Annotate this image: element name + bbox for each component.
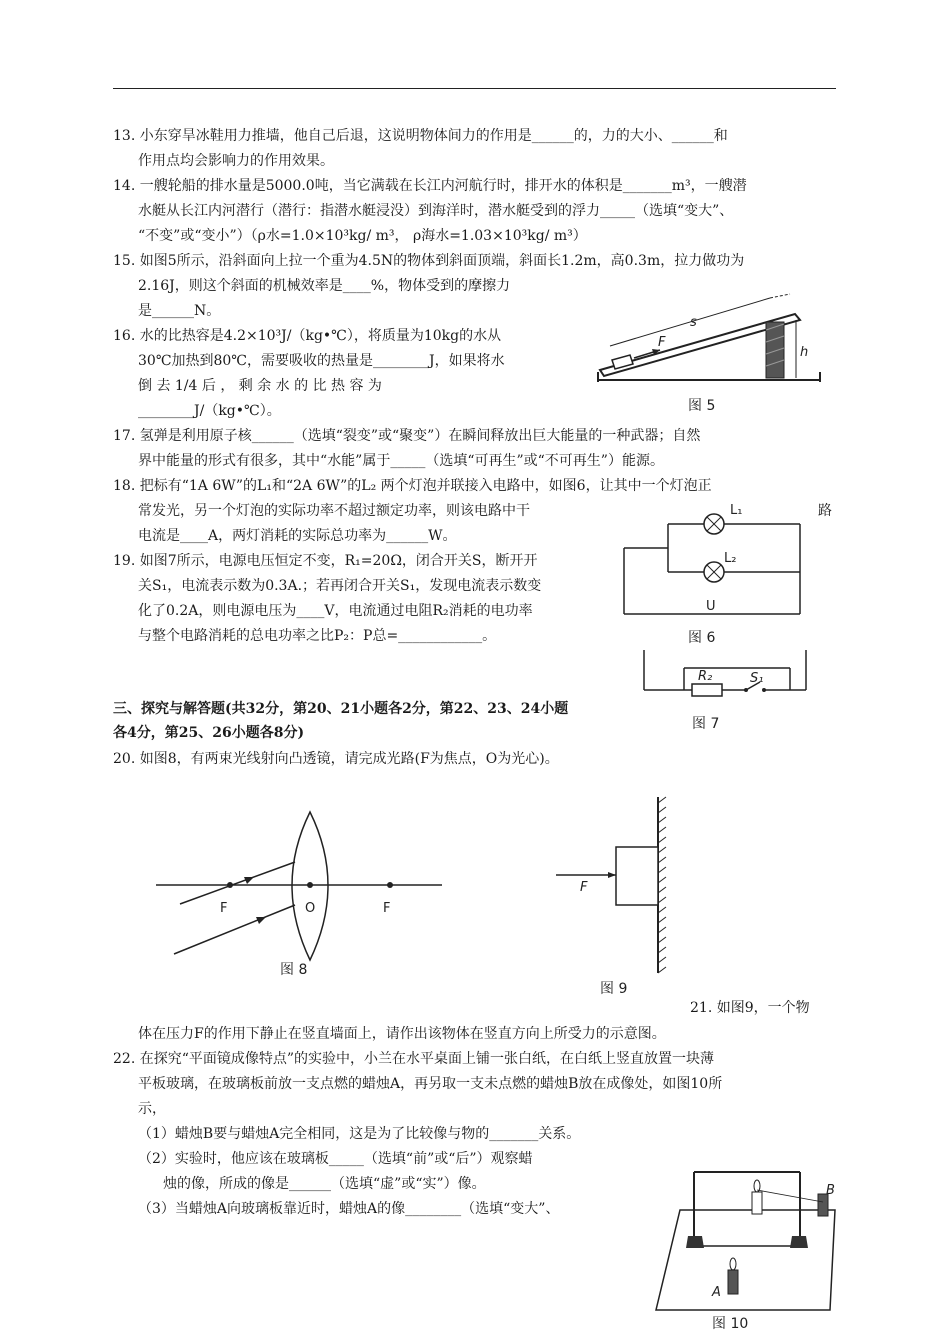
q21-line1: 21. 如图9，一个物 — [690, 1000, 810, 1016]
q16-line2: 30℃加热到80℃，需要吸收的热量是________J，如果将水 — [138, 353, 505, 369]
q22-line3: 示， — [138, 1101, 166, 1117]
fig5-label-s: s — [690, 315, 697, 330]
figure-8-lens — [150, 808, 450, 988]
q22-line1: 22. 在探究“平面镜成像特点”的实验中，小兰在水平桌面上铺一张白纸，在白纸上竖直放置一块薄 — [113, 1051, 715, 1067]
fig8-label-O: O — [305, 901, 316, 916]
q22-sub2b: 烛的像，所成的像是______（选填“虚”或“实”）像。 — [163, 1176, 486, 1192]
q16-line4: ________J/（kg•℃）。 — [138, 403, 281, 419]
fig6-label-L1: L₁ — [730, 503, 743, 518]
q14-line2: 水艇从长江内河潜行（潜行：指潜水艇浸没）到海洋时，潜水艇受到的浮力_____（选填“变大”、 — [138, 203, 734, 219]
q19-line2: 关S₁，电流表示数为0.3A.；若再闭合开关S₁，发现电流表示数变 — [138, 578, 542, 594]
section3-heading-line1: 三、探究与解答题(共32分，第20、21小题各2分，第22、23、24小题 — [113, 701, 569, 717]
header-rule — [113, 88, 836, 89]
q15-line3: 是______N。 — [138, 303, 221, 319]
fig10-caption: 图 10 — [712, 1316, 749, 1332]
q17-line2: 界中能量的形式有很多，其中“水能”属于_____（选填“可再生”或“不可再生”）能源。 — [138, 453, 664, 469]
q22-sub1: （1）蜡烛B要与蜡烛A完全相同，这是为了比较像与物的_______关系。 — [138, 1126, 581, 1142]
q16-line3: 倒 去 1/4 后 ， 剩 余 水 的 比 热 容 为 — [138, 378, 382, 394]
fig9-label-F: F — [580, 880, 588, 895]
q18-line2: 常发光，另一个灯泡的实际功率不超过额定功率，则该电路中干 — [138, 503, 530, 519]
fig8-caption: 图 8 — [280, 962, 308, 978]
q18-line1: 18. 把标有“1A 6W”的L₁和“2A 6W”的L₂ 两个灯泡并联接入电路中，如图6，让其中一个灯泡正 — [113, 478, 712, 494]
fig7-label-S1: S₁ — [750, 671, 764, 686]
fig9-caption: 图 9 — [600, 981, 628, 997]
q21-line2: 体在压力F的作用下静止在竖直墙面上，请作出该物体在竖直方向上所受力的示意图。 — [138, 1026, 666, 1042]
q19-line3: 化了0.2A，则电源电压为____V，电流通过电阻R₂消耗的电功率 — [138, 603, 533, 619]
q18-line2-end: 路 — [818, 503, 832, 519]
fig10-label-B: B — [826, 1183, 835, 1198]
fig10-label-A: A — [712, 1285, 721, 1300]
section3-heading-line2: 各4分，第25、26小题各8分) — [113, 725, 305, 741]
fig6-caption: 图 6 — [688, 630, 716, 646]
fig5-caption: 图 5 — [688, 398, 716, 414]
fig5-label-h: h — [800, 345, 809, 360]
q22-sub2a: （2）实验时，他应该在玻璃板_____（选填“前”或“后”）观察蜡 — [138, 1151, 533, 1167]
fig6-label-U: U — [706, 599, 716, 614]
q19-line1: 19. 如图7所示，电源电压恒定不变，R₁=20Ω，闭合开关S，断开开 — [113, 553, 538, 569]
q19-line4: 与整个电路消耗的总电功率之比P₂：P总=____________。 — [138, 628, 497, 644]
figure-9-wall — [550, 795, 680, 1000]
q16-line1: 16. 水的比热容是4.2×10³J/（kg•℃），将质量为10kg的水从 — [113, 328, 502, 344]
q15-line1: 15. 如图5所示，沿斜面向上拉一个重为4.5N的物体到斜面顶端，斜面长1.2m，高0.3m，拉力做功为 — [113, 253, 745, 269]
q22-line2: 平板玻璃，在玻璃板前放一支点燃的蜡烛A，再另取一支未点燃的蜡烛B放在成像处，如图10所 — [138, 1076, 723, 1092]
q15-line2: 2.16J，则这个斜面的机械效率是____%，物体受到的摩擦力 — [138, 278, 511, 294]
fig8-label-F-left: F — [220, 901, 228, 916]
q13-line2: 作用点均会影响力的作用效果。 — [138, 153, 334, 169]
q20-line1: 20. 如图8，有两束光线射向凸透镜，请完成光路(F为焦点，O为光心)。 — [113, 751, 559, 767]
figure-5-incline — [590, 290, 825, 415]
q13-line1: 13. 小东穿旱冰鞋用力推墙，他自己后退，这说明物体间力的作用是______的，力的大小、______和 — [113, 128, 728, 144]
fig6-label-L2: L₂ — [724, 551, 737, 566]
figure-10-mirror — [650, 1150, 840, 1335]
fig8-label-F-right: F — [383, 901, 391, 916]
q18-line3: 电流是____A，两灯消耗的实际总功率为______W。 — [138, 528, 457, 544]
q22-sub3: （3）当蜡烛A向玻璃板靠近时，蜡烛A的像________（选填“变大”、 — [138, 1201, 560, 1217]
q17-line1: 17. 氢弹是利用原子核______（选填“裂变”或“聚变”）在瞬间释放出巨大能量的一种武器；自然 — [113, 428, 701, 444]
fig7-caption: 图 7 — [692, 716, 720, 732]
figure-7-circuit — [640, 650, 810, 735]
fig5-label-F: F — [658, 335, 666, 350]
q14-line1: 14. 一艘轮船的排水量是5000.0吨，当它满载在长江内河航行时，排开水的体积是_______m³，一艘潜 — [113, 178, 747, 194]
fig7-label-R2: R₂ — [698, 669, 713, 684]
q14-line3: “不变”或“变小”）（ρ水=1.0×10³kg/ m³， ρ海水=1.03×10³kg/ m³） — [138, 228, 587, 244]
figure-6-circuit — [618, 494, 808, 654]
